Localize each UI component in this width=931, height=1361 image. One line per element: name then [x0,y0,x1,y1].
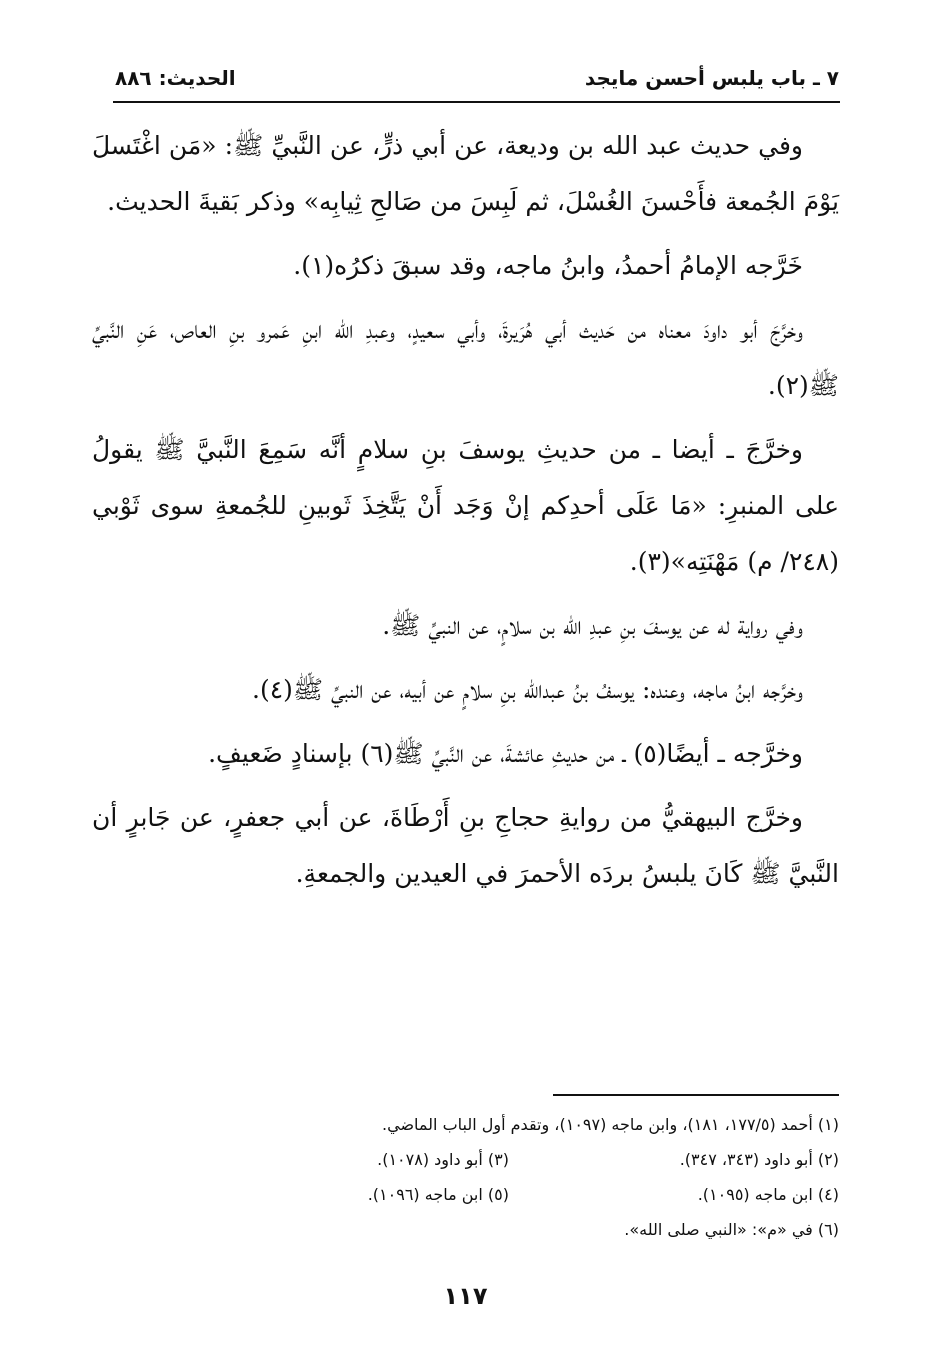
paragraph: وفي رواية له عن يوسفَ بنِ عبدِ الله بن سلامٍ، عن النبيِّ ﷺ. [382,611,803,640]
footnote: (٤) ابن ماجه (١٠٩٥). [697,1185,839,1204]
paragraph: وخرَّج البيهقيُّ من روايةِ حجاجِ بنِ أَرْطَاةَ، عن أبي جعفرٍ، عن جَابرٍ أن النَّبيَّ ﷺ كَانَ يلبسُ بردَه الأحمرَ في العيدين والجمعةِ. [92,803,839,888]
header-divider [113,101,840,103]
paragraph: وفي حديث عبد الله بن وديعة، عن أبي ذرٍّ، عن النَّبيِّ ﷺ: «مَن اغْتَسلَ يَوْمَ الجُمعة فأَحْسنَ الغُسْلَ، ثم لَبِسَ من صَالحِ ثِيابِه» وذكر بَقيةَ الحديث. [92,131,839,216]
page-number: ١١٧ [443,1282,488,1310]
main-text [92,118,839,902]
footnote: (٣) أبو داود (١٠٧٨). [377,1150,509,1169]
chapter-heading: ٧ ـ باب يلبس أحسن مايجد [584,66,839,90]
footnote-row [92,1142,839,1177]
paragraph: وخرَّجَ أبو داودَ معناه من حَديث أبي هُرَيرةَ، وأبي سعيدٍ، وعبدِ الله ابنِ عَمرو بنِ العاص، عَنِ النَّبيِّ ﷺ(٢). [92,315,839,400]
footnote: (١) أحمد (١٧٧/٥، ١٨١)، وابن ماجه (١٠٩٧)، وتقدم أول الباب الماضي. [382,1115,839,1134]
paragraph: وخرَّجه ابنُ ماجه، وعنده: يوسفُ بنُ عبدالله بنِ سلامٍ عن أبيه، عن النبيِّ ﷺ(٤). [252,675,803,704]
paragraph: خَرَّجه الإمامُ أحمدُ، وابنُ ماجه، وقد سبقَ ذكرُه(١). [293,251,803,280]
footnote: (٦) في «م»: «النبي صلى الله». [624,1220,839,1239]
footnote-divider [553,1094,839,1096]
footnote: (٥) ابن ماجه (١٠٩٦). [367,1185,509,1204]
paragraph: وخرَّجَ ـ أيضا ـ من حديثِ يوسفَ بنِ سلامٍ أنَّه سَمِعَ النَّبيَّ ﷺ يقولُ على المنبرِ: «مَا عَلَى أحدِكم إنْ وَجَد أَنْ يَتَّخِذَ ثَوبينِ للجُمعةِ سوى ثَوْبي (٢٤٨/ م) مَهْنَتِه»(٣). [92,435,839,576]
footnotes [92,1107,839,1247]
footnote-row [92,1177,839,1212]
paragraph: وخرَّجه ـ أيضًا(٥) ـ من حديثِ عائشةَ، عن النَّبيِّ ﷺ(٦) بإسنادٍ ضَعيفٍ. [208,739,803,768]
footnote: (٢) أبو داود (٣٤٣، ٣٤٧). [679,1150,839,1169]
hadith-number: الحديث: ٨٨٦ [115,66,236,90]
